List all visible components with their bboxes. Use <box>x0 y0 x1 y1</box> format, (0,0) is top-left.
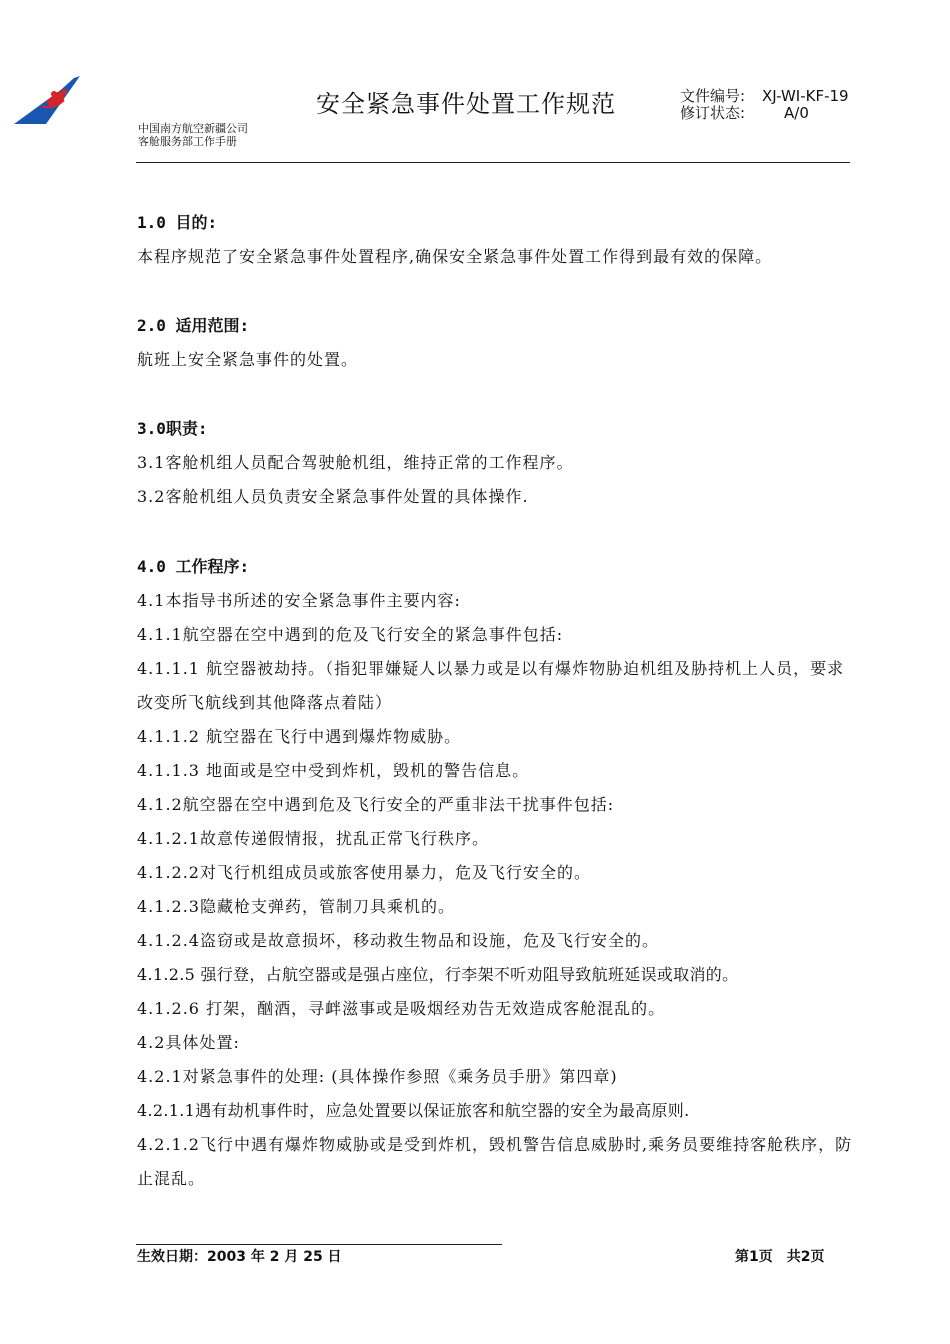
procedure-item: 4.1.1.2 航空器在飞行中遇到爆炸物威胁。 <box>137 727 462 746</box>
document-meta <box>680 88 849 122</box>
procedure-item: 4.1.2.1故意传递假情报，扰乱正常飞行秩序。 <box>137 829 489 848</box>
section-title-scope: 2.0 适用范围: <box>137 316 250 335</box>
spacer <box>137 274 857 309</box>
doc-number-label: 文件编号: <box>680 87 746 105</box>
revision-label: 修订状态: <box>680 104 746 122</box>
procedure-item: 4.1.2.6 打架，酗酒，寻衅滋事或是吸烟经劝告无效造成客舱混乱的。 <box>137 999 666 1018</box>
company-name: 中国南方航空新疆公司 <box>138 122 248 135</box>
procedure-item: 4.1.2航空器在空中遇到危及飞行安全的严重非法干扰事件包括: <box>137 795 615 814</box>
revision-value: A/0 <box>784 104 809 122</box>
procedure-item: 4.1.2.2对飞行机组成员或旅客使用暴力，危及飞行安全的。 <box>137 863 591 882</box>
company-info <box>138 122 248 148</box>
procedure-item: 4.2.1对紧急事件的处理: (具体操作参照《乘务员手册》第四章) <box>137 1067 618 1086</box>
airline-logo-icon <box>14 76 80 124</box>
spacer <box>137 514 857 550</box>
footer-divider <box>136 1244 502 1245</box>
doc-number-value: XJ-WI-KF-19 <box>762 87 849 105</box>
section-title-purpose: 1.0 目的: <box>137 213 218 232</box>
revision-row <box>680 105 849 122</box>
procedure-item: 4.2具体处置: <box>137 1033 240 1052</box>
procedure-item: 4.1.2.5 强行登，占航空器或是强占座位，行李架不听劝阻导致航班延误或取消的。 <box>137 965 739 984</box>
procedure-item: 4.1.1.3 地面或是空中受到炸机，毁机的警告信息。 <box>137 761 530 780</box>
responsibility-item: 3.2客舱机组人员负责安全紧急事件处置的具体操作. <box>137 487 529 506</box>
procedure-item: 4.2.1.2飞行中遇有爆炸物威胁或是受到炸机，毁机警告信息威胁时,乘务员要维持客舱秩序，防止混乱。 <box>137 1135 853 1188</box>
procedure-item: 4.1.1航空器在空中遇到的危及飞行安全的紧急事件包括: <box>137 625 564 644</box>
procedure-item: 4.1.2.4盗窃或是故意损坏，移动救生物品和设施，危及飞行安全的。 <box>137 931 659 950</box>
procedure-item: 4.1.2.3隐藏枪支弹药，管制刀具乘机的。 <box>137 897 455 916</box>
manual-name: 客舱服务部工作手册 <box>138 135 237 148</box>
document-title: 安全紧急事件处置工作规范 <box>316 90 616 118</box>
doc-number-row <box>680 88 849 105</box>
effective-date: 生效日期：2003 年 2 月 25 日 <box>137 1249 342 1265</box>
spacer <box>137 377 857 412</box>
procedure-item: 4.2.1.1遇有劫机事件时，应急处置要以保证旅客和航空器的安全为最高原则. <box>137 1101 690 1120</box>
responsibility-item: 3.1客舱机组人员配合驾驶舱机组，维持正常的工作程序。 <box>137 453 574 472</box>
procedure-item: 4.1本指导书所述的安全紧急事件主要内容: <box>137 591 461 610</box>
purpose-text: 本程序规范了安全紧急事件处置程序,确保安全紧急事件处置工作得到最有效的保障。 <box>137 247 773 266</box>
scope-text: 航班上安全紧急事件的处置。 <box>137 350 359 369</box>
document-body <box>137 206 857 1196</box>
page-indicator: 第1页 共2页 <box>735 1249 825 1265</box>
section-title-responsibility: 3.0职责: <box>137 419 208 438</box>
section-title-procedure: 4.0 工作程序: <box>137 557 250 576</box>
procedure-item: 4.1.1.1 航空器被劫持。（指犯罪嫌疑人以暴力或是以有爆炸物胁迫机组及胁持机上人员，要求改变所飞航线到其他降落点着陆） <box>137 659 845 712</box>
header-divider <box>136 162 850 163</box>
